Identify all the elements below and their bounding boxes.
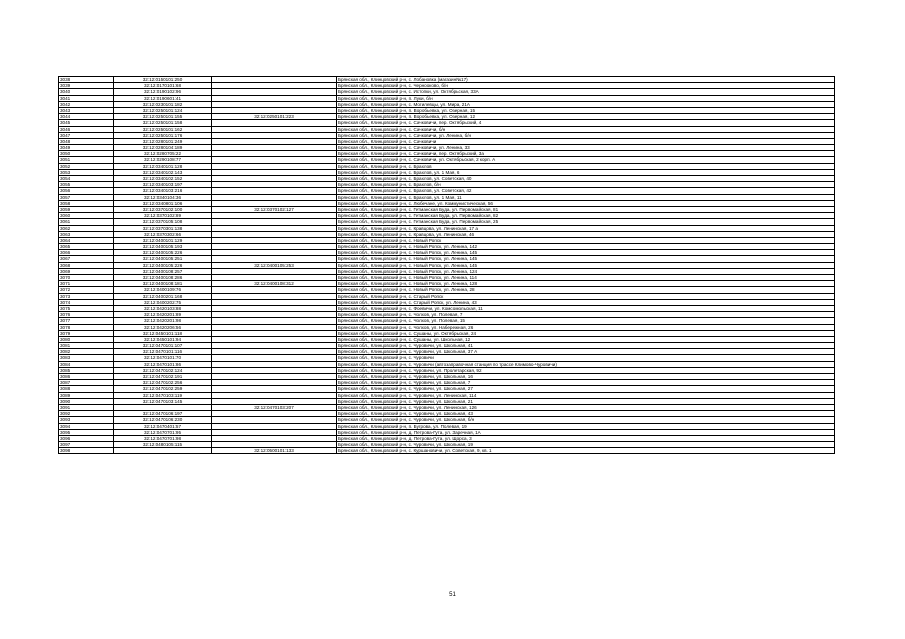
cadastral-number-cell: 32:12:0470701:95 [114, 429, 212, 435]
row-number-cell: 3082 [59, 349, 114, 355]
address-cell: Брянская обл., Клинцовский р-н, с. Новый Ропск, ул. Ленина, 124 [337, 268, 835, 274]
row-number-cell: 3080 [59, 336, 114, 342]
address-cell: Брянская обл., Клинцовский р-н, с. Чуровичи, ул. Школьная, 16 [337, 374, 835, 380]
address-cell: Брянская обл., Клинцовский р-н, с. Сушаны, ул. Октябрьская, 24 [337, 330, 835, 336]
cadastral-number-cell: 32:12:0400105:226 [114, 262, 212, 268]
address-cell: Брянская обл., Клинцовский р-н, с. Чуровичи, ул. Ленинская, 126 [337, 404, 835, 410]
address-cell: Брянская обл., Клинцовский р-н, с. Брахлов [337, 163, 835, 169]
row-number-cell: 3098 [59, 448, 114, 454]
address-cell: Брянская обл., Клинцовский р-н, с. Брахлов, ул. 1 Мая, 11 [337, 194, 835, 200]
row-number-cell: 3041 [59, 95, 114, 101]
address-cell: Брянская обл., Клинцовский р-н, п. Бугрова, ул. Полевая, 19 [337, 423, 835, 429]
cadastral-number-cell: 32:12:0370302:66 [114, 231, 212, 237]
cadastral-number-cell: 32:12:0400105:251 [114, 256, 212, 262]
address-cell: Брянская обл., Клинцовский р-н, с. Лобановка (магазин№17) [337, 77, 835, 83]
address-cell: Брянская обл., Клинцовский р-н, с. Новый Ропск [337, 237, 835, 243]
cadastral-number-cell: 32:12:0420206:56 [114, 324, 212, 330]
address-cell: Брянская обл., Клинцовский р-н, с. Чуровичи, ул. Пролетарская, 92 [337, 367, 835, 373]
cadastral-number-cell: 32:12:0480105:115 [114, 442, 212, 448]
address-cell: Брянская обл., Клинцовский р-н, с. Куршановичи, ул. Советская, 9, кв. 1 [337, 448, 835, 454]
row-number-cell: 3060 [59, 213, 114, 219]
row-number-cell: 3081 [59, 343, 114, 349]
row-number-cell: 3075 [59, 305, 114, 311]
address-cell: Брянская обл., Клинцовский р-н, с. Чуровичи, ул. Школьная, б/н [337, 417, 835, 423]
related-cadastral-number-cell: 32:12:0370102:127 [212, 206, 337, 212]
address-cell: Брянская обл., Клинцовский р-н, с. Новый Ропск, ул. Ленина, 128 [337, 281, 835, 287]
address-cell: Брянская обл., Клинцовский р-н, с. Чуровичи (автозаправочная станция по трассе Климово-Чуровичи) [337, 361, 835, 367]
address-cell: Брянская обл., Клинцовский р-н, с. Чуровичи [337, 355, 835, 361]
cadastral-number-cell: 32:12:0190601:41 [114, 95, 212, 101]
address-cell: Брянская обл., Клинцовский р-н, д. Петрова-Гута, ул. Щорса, 3 [337, 435, 835, 441]
row-number-cell: 3052 [59, 163, 114, 169]
cadastral-number-cell: 32:12:0250101:176 [114, 132, 212, 138]
cadastral-number-cell: 32:12:0340101:128 [114, 163, 212, 169]
row-number-cell: 3066 [59, 250, 114, 256]
address-cell: Брянская обл., Клинцовский р-н, с. Чуровичи, ул. Школьная, 19 [337, 442, 835, 448]
row-number-cell: 3074 [59, 299, 114, 305]
cadastral-number-cell: 32:12:0280104:189 [114, 145, 212, 151]
row-number-cell: 3092 [59, 411, 114, 417]
address-cell: Брянская обл., Клинцовский р-н, с. Могилевцы, ул. Мира, 21А [337, 101, 835, 107]
address-cell: Брянская обл., Клинцовский р-н, д. Петрова-Гута, ул. Заречная, 1А [337, 429, 835, 435]
related-cadastral-number-cell: 32:12:0500101:133 [212, 448, 337, 454]
cadastral-number-cell: 32:12:0470103:145 [114, 398, 212, 404]
cadastral-number-cell: 32:12:0290108:77 [114, 157, 212, 163]
address-cell: Брянская обл., Клинцовский р-н, с. Новый Ропск, ул. Ленина, 145 [337, 250, 835, 256]
cadastral-number-cell: 32:12:0170101:68 [114, 83, 212, 89]
row-number-cell: 3079 [59, 330, 114, 336]
row-number-cell: 3070 [59, 275, 114, 281]
related-cadastral-number-cell: 32:12:0400108:312 [212, 281, 337, 287]
row-number-cell: 3045 [59, 120, 114, 126]
address-cell: Брянская обл., Клинцовский р-н, с. Чуровичи, ул. Школьная, 7 [337, 380, 835, 386]
row-number-cell: 3049 [59, 145, 114, 151]
cadastral-number-cell: 32:12:0470101:116 [114, 349, 212, 355]
address-cell: Брянская обл., Клинцовский р-н, с. Старый Ропск, ул. Ленина, 43 [337, 299, 835, 305]
registry-table-body [59, 77, 835, 454]
cadastral-number-cell: 32:12:0470101:86 [114, 361, 212, 367]
cadastral-number-cell: 32:12:0340103:197 [114, 182, 212, 188]
row-number-cell: 3067 [59, 256, 114, 262]
row-number-cell: 3091 [59, 404, 114, 410]
address-cell: Брянская обл., Клинцовский р-н, с. Сачковичи [337, 138, 835, 144]
cadastral-number-cell: 32:12:0420103:88 [114, 305, 212, 311]
address-cell: Брянская обл., Клинцовский р-н, с. Сачковичи, ул. Ленина, б/н [337, 132, 835, 138]
address-cell: Брянская обл., Клинцовский р-н, с. Сачковичи, б/н [337, 126, 835, 132]
row-number-cell: 3097 [59, 442, 114, 448]
related-cadastral-number-cell: 32:12:0400105:253 [212, 262, 337, 268]
address-cell: Брянская обл., Клинцовский р-н, с. Сушаны, ул. Школьная, 12 [337, 336, 835, 342]
row-number-cell: 3057 [59, 194, 114, 200]
row-number-cell: 3093 [59, 417, 114, 423]
registry-table [58, 76, 835, 454]
row-number-cell: 3040 [59, 89, 114, 95]
address-cell: Брянская обл., Клинцовский р-н, с. Гетманская Буда, ул. Первомайская, 25 [337, 219, 835, 225]
row-number-cell: 3038 [59, 77, 114, 83]
row-number-cell: 3071 [59, 281, 114, 287]
row-number-cell: 3085 [59, 367, 114, 373]
row-number-cell: 3088 [59, 386, 114, 392]
address-cell: Брянская обл., Клинцовский р-н, с. Чуровичи, ул. Школьная, 21 [337, 398, 835, 404]
cadastral-number-cell: 32:12:0450101:94 [114, 336, 212, 342]
cadastral-number-cell: 32:12:0280705:22 [114, 151, 212, 157]
address-cell: Брянская обл., Клинцовский р-н, с. Сачковичи, пер. Октябрьский, 3а [337, 151, 835, 157]
address-cell: Брянская обл., Клинцовский р-н, с. Новый Ропск, ул. Ленина, 145 [337, 256, 835, 262]
row-number-cell: 3043 [59, 107, 114, 113]
row-number-cell: 3077 [59, 318, 114, 324]
address-cell: Брянская обл., Клинцовский р-н, с. Сачковичи, ул. Ленина, 33 [337, 145, 835, 151]
cadastral-number-cell: 32:12:0250101:162 [114, 126, 212, 132]
address-cell: Брянская обл., Клинцовский р-н, с. Брахлов, ул. 1 Мая, 6 [337, 169, 835, 175]
row-number-cell: 3064 [59, 237, 114, 243]
cadastral-number-cell: 32:12:0470102:256 [114, 380, 212, 386]
cadastral-number-cell: 32:12:0470101:107 [114, 343, 212, 349]
address-cell: Брянская обл., Клинцовский р-н, с. Кравцова, ул. Ленинская, 17 а [337, 225, 835, 231]
cadastral-number-cell: 32:12:0400201:168 [114, 293, 212, 299]
address-cell: Брянская обл., Клинцовский р-н, с. Старый Ропск [337, 293, 835, 299]
cadastral-number-cell: 32:12:0470102:191 [114, 374, 212, 380]
cadastral-number-cell: 32:12:0370102:100 [114, 206, 212, 212]
cadastral-number-cell: 32:12:0230101:182 [114, 101, 212, 107]
cadastral-number-cell: 32:12:0470106:230 [114, 417, 212, 423]
address-cell: Брянская обл., Клинцовский р-н, п. Воробьевка, ул. Озерная, 12 [337, 114, 835, 120]
row-number-cell: 3039 [59, 83, 114, 89]
cadastral-number-cell: 32:12:0250101:158 [114, 120, 212, 126]
cadastral-number-cell: 32:12:0400105:226 [114, 250, 212, 256]
cadastral-number-cell: 32:12:0370105:108 [114, 219, 212, 225]
address-cell: Брянская обл., Клинцовский р-н, с. Чуровичи, ул. Школьная, 27 [337, 386, 835, 392]
address-cell: Брянская обл., Клинцовский р-н, с. Новый Ропск, ул. Ленина, 142 [337, 244, 835, 250]
cadastral-number-cell: 32:12:0470106:197 [114, 411, 212, 417]
row-number-cell: 3058 [59, 200, 114, 206]
cadastral-number-cell: 32:12:0250101:124 [114, 107, 212, 113]
row-number-cell: 3086 [59, 374, 114, 380]
address-cell: Брянская обл., Клинцовский р-н, п. Воробьевка, ул. Озерная, 15 [337, 107, 835, 113]
address-cell: Брянская обл., Клинцовский р-н, с. Брахлов, б/н [337, 182, 835, 188]
cadastral-number-cell [114, 448, 212, 454]
address-cell: Брянская обл., Клинцовский р-н, с. Новый Ропск, ул. Ленина, 28 [337, 287, 835, 293]
address-cell: Брянская обл., Клинцовский р-н, с. Гетманская Буда, ул. Первомайская, 81 [337, 206, 835, 212]
row-number-cell: 3084 [59, 361, 114, 367]
address-cell: Брянская обл., Клинцовский р-н, с. Чуровичи, ул. Школьная, 37 А [337, 349, 835, 355]
row-number-cell: 3073 [59, 293, 114, 299]
address-cell: Брянская обл., Клинцовский р-н, с. Чолхов, ул. Полевая, 15 [337, 318, 835, 324]
cadastral-number-cell: 32:12:0470101:70 [114, 355, 212, 361]
cadastral-number-cell: 32:12:0400109:76 [114, 287, 212, 293]
row-number-cell: 3061 [59, 219, 114, 225]
page-number: 51 [449, 592, 456, 598]
address-cell: Брянская обл., Клинцовский р-н, п. Луки, б/н [337, 95, 835, 101]
row-number-cell: 3087 [59, 380, 114, 386]
cadastral-number-cell: 32:12:0400202:75 [114, 299, 212, 305]
row-number-cell: 3047 [59, 132, 114, 138]
cadastral-number-cell: 32:12:0250101:155 [114, 114, 212, 120]
cadastral-number-cell: 32:12:0470401:57 [114, 423, 212, 429]
row-number-cell: 3096 [59, 435, 114, 441]
cadastral-number-cell: 32:12:0280101:249 [114, 138, 212, 144]
cadastral-number-cell: 32:12:0340102:152 [114, 176, 212, 182]
cadastral-number-cell: 32:12:0400108:286 [114, 275, 212, 281]
cadastral-number-cell: 32:12:0470701:98 [114, 435, 212, 441]
address-cell: Брянская обл., Клинцовский р-н, с. Чолхов, ул. Полевая, 7 [337, 312, 835, 318]
address-cell: Брянская обл., Клинцовский р-н, с. Чернооково, б/н [337, 83, 835, 89]
address-cell: Брянская обл., Клинцовский р-н, с. Сачковичи, пер. Октябрьский, 4 [337, 120, 835, 126]
row-number-cell: 3046 [59, 126, 114, 132]
row-number-cell: 3051 [59, 157, 114, 163]
cadastral-number-cell: 32:12:0400105:193 [114, 244, 212, 250]
row-number-cell: 3059 [59, 206, 114, 212]
row-number-cell: 3072 [59, 287, 114, 293]
cadastral-number-cell: 32:12:0370301:138 [114, 225, 212, 231]
cadastral-number-cell: 32:12:0420201:89 [114, 312, 212, 318]
row-number-cell: 3050 [59, 151, 114, 157]
row-number-cell: 3089 [59, 392, 114, 398]
cadastral-number-cell: 32:12:0340103:216 [114, 188, 212, 194]
row-number-cell: 3068 [59, 262, 114, 268]
cadastral-number-cell: 32:12:0190102:96 [114, 89, 212, 95]
cadastral-number-cell: 32:12:0470102:124 [114, 367, 212, 373]
address-cell: Брянская обл., Клинцовский р-н, с. Истопки, ул. Октябрьская, 33А [337, 89, 835, 95]
cadastral-number-cell: 32:12:0340104:36 [114, 194, 212, 200]
row-number-cell: 3062 [59, 225, 114, 231]
row-number-cell: 3069 [59, 268, 114, 274]
row-number-cell: 3053 [59, 169, 114, 175]
row-number-cell: 3042 [59, 101, 114, 107]
address-cell: Брянская обл., Клинцовский р-н, с. Новый Ропск, ул. Ленина, 145 [337, 262, 835, 268]
table-row [59, 448, 835, 454]
cadastral-number-cell: 32:12:0470103:119 [114, 392, 212, 398]
address-cell: Брянская обл., Клинцовский р-н, с. Брахлов, ул. Советская, 40 [337, 176, 835, 182]
row-number-cell: 3055 [59, 182, 114, 188]
cadastral-number-cell: 32:12:0400108:257 [114, 268, 212, 274]
address-cell: Брянская обл., Клинцовский р-н, с. Фоевичи, ул. Комсомольская, 11 [337, 305, 835, 311]
row-number-cell: 3094 [59, 423, 114, 429]
cadastral-number-cell: 32:12:0420201:98 [114, 318, 212, 324]
address-cell: Брянская обл., Клинцовский р-н, с. Сачковичи, ул. Октябрьская, 2 корп. А [337, 157, 835, 163]
cadastral-number-cell: 32:12:0470102:259 [114, 386, 212, 392]
row-number-cell: 3090 [59, 398, 114, 404]
row-number-cell: 3063 [59, 231, 114, 237]
cadastral-number-cell: 32:12:0450101:118 [114, 330, 212, 336]
related-cadastral-number-cell: 32:12:0250101:223 [212, 114, 337, 120]
row-number-cell: 3076 [59, 312, 114, 318]
address-cell: Брянская обл., Клинцовский р-н, с. Гетманская Буда, ул. Первомайская, 82 [337, 213, 835, 219]
row-number-cell: 3078 [59, 324, 114, 330]
address-cell: Брянская обл., Клинцовский р-н, с. Кравцова, ул. Ленинская, 46 [337, 231, 835, 237]
cadastral-number-cell: 32:12:0340801:106 [114, 200, 212, 206]
cadastral-number-cell: 32:12:0400101:129 [114, 237, 212, 243]
address-cell: Брянская обл., Клинцовский р-н, с. Любечане, ул. Коммунистическая, 56 [337, 200, 835, 206]
address-cell: Брянская обл., Клинцовский р-н, с. Чуровичи, ул. Школьная, 41 [337, 343, 835, 349]
row-number-cell: 3048 [59, 138, 114, 144]
address-cell: Брянская обл., Клинцовский р-н, с. Брахлов, ул. Советская, 42 [337, 188, 835, 194]
related-cadastral-number-cell: 32:12:0470103:207 [212, 404, 337, 410]
row-number-cell: 3095 [59, 429, 114, 435]
row-number-cell: 3083 [59, 355, 114, 361]
cadastral-number-cell: 32:12:0400108:181 [114, 281, 212, 287]
cadastral-number-cell: 32:12:0150101:250 [114, 77, 212, 83]
row-number-cell: 3054 [59, 176, 114, 182]
row-number-cell: 3044 [59, 114, 114, 120]
cadastral-number-cell: 32:12:0340102:143 [114, 169, 212, 175]
address-cell: Брянская обл., Клинцовский р-н, с. Чуровичи, ул. Ленинская, 114 [337, 392, 835, 398]
cadastral-number-cell: 32:12:0370102:89 [114, 213, 212, 219]
address-cell: Брянская обл., Клинцовский р-н, с. Чолхов, ул. Набережная, 26 [337, 324, 835, 330]
row-number-cell: 3056 [59, 188, 114, 194]
row-number-cell: 3065 [59, 244, 114, 250]
address-cell: Брянская обл., Клинцовский р-н, с. Чуровичи, ул. Школьная, 43 [337, 411, 835, 417]
address-cell: Брянская обл., Клинцовский р-н, с. Новый Ропск, ул. Ленина, 114 [337, 275, 835, 281]
